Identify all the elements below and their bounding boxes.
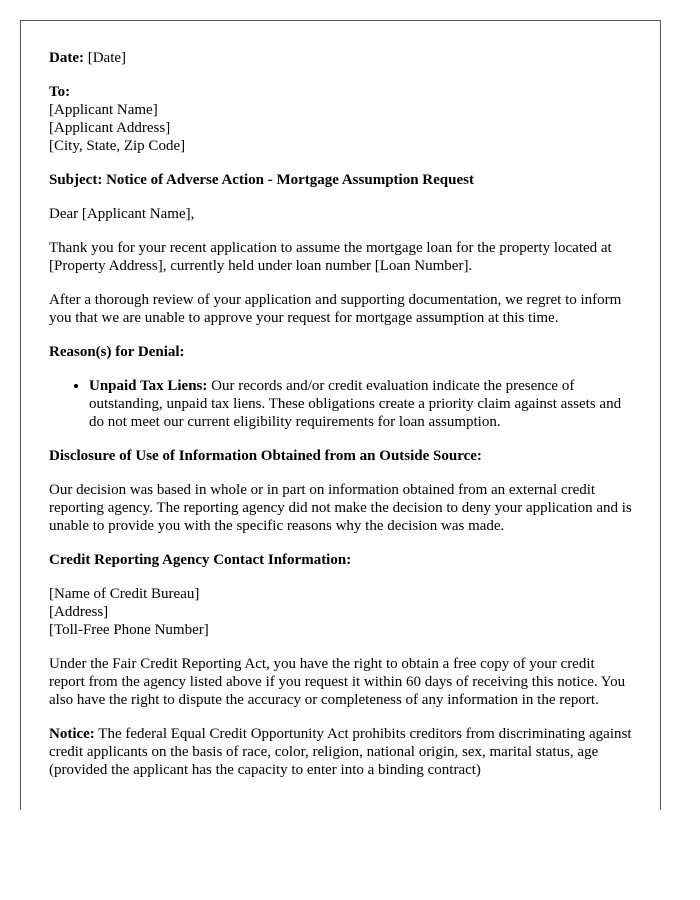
decision-paragraph: After a thorough review of your application and supporting documentation, we regret to inform you that we are unable to approve your request for mortgage assumption at this time.: [49, 292, 622, 326]
recipient-block: [49, 83, 632, 155]
salutation: Dear [Applicant Name],: [49, 206, 195, 222]
notice-text: The federal Equal Credit Opportunity Act prohibits creditors from discriminating against credit applicants on the basis of race, color, religion, national origin, sex, marital status, age (provided the applicant has the capacity to enter into a binding contract): [49, 726, 632, 778]
applicant-city: [City, State, Zip Code]: [49, 138, 186, 154]
agency-block: [49, 585, 632, 639]
agency-phone: [Toll-Free Phone Number]: [49, 622, 209, 638]
agency-name: [Name of Credit Bureau]: [49, 586, 200, 602]
notice-label: Notice:: [49, 726, 95, 742]
reasons-list: [49, 377, 632, 431]
date-label: Date:: [49, 50, 84, 66]
to-label: To:: [49, 84, 71, 100]
date-value: [Date]: [87, 50, 127, 66]
reason-label: Unpaid Tax Liens:: [89, 378, 208, 394]
date-line: [49, 49, 632, 67]
disclosure-text: Our decision was based in whole or in part on information obtained from an external credit reporting agency. The reporting agency did not make the decision to deny your application and is unable to provide you with the specific reasons why the decision was made.: [49, 482, 632, 534]
reason-item: [89, 377, 632, 431]
ecoa-notice: [49, 725, 632, 779]
intro-paragraph: Thank you for your recent application to assume the mortgage loan for the property located at [Property Address], currently held under loan number [Loan Number].: [49, 240, 612, 274]
applicant-name: [Applicant Name]: [49, 102, 158, 118]
agency-heading: Credit Reporting Agency Contact Information:: [49, 552, 352, 568]
agency-address: [Address]: [49, 604, 109, 620]
disclosure-heading: Disclosure of Use of Information Obtained from an Outside Source:: [49, 448, 482, 464]
reason-text: Our records and/or credit evaluation indicate the presence of outstanding, unpaid tax liens. These obligations create a priority claim against assets and do not meet our current eligibility requirements for loan assumption.: [89, 378, 622, 430]
fcra-paragraph: Under the Fair Credit Reporting Act, you have the right to obtain a free copy of your credit report from the agency listed above if you request it within 60 days of receiving this notice. You also have the right to dispute the accuracy or completeness of any information in the report.: [49, 656, 626, 708]
subject-line: Subject: Notice of Adverse Action - Mortgage Assumption Request: [49, 172, 474, 188]
applicant-address: [Applicant Address]: [49, 120, 171, 136]
letter-page: [20, 20, 661, 810]
reasons-heading: Reason(s) for Denial:: [49, 344, 185, 360]
